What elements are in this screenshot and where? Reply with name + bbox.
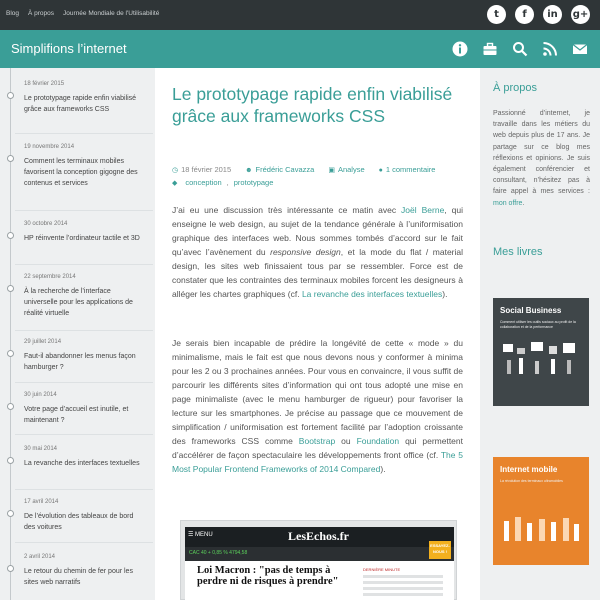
article-paragraph-2: Je serais bien incapable de prédire la longévité de cette « mode » du minimalisme, mais le fait est que nous devons nous y conformer à minima pour les 2 ou 3 prochaines années. Pour vous en convaincre, il vous suffit de parcourir les différents sites d’information qui ont tous adopté une mise en page minimaliste (avec le menu hamburger de rigueur) pour favoriser la lecture sur les smartphones. Je précise au passage que ce mouvement de simplification / uniformisation est fortement facilité par l’adoption croissante des frameworks CSS comme Bootstrap ou Foundation qui permettent d’accélérer de façon spectaculaire les développements front office (cf. The 5 Most Popular Frontend Frameworks of 2014 Compared). [172, 338, 463, 474]
top-nav-about[interactable]: À propos [28, 10, 55, 17]
screenshot-headline: Loi Macron : "pas de temps à perdre ni de risques à prendre" [197, 565, 339, 587]
clock-icon: ◷ [172, 167, 179, 174]
post-title[interactable]: De l’évolution des tableaux de bord des voitures [24, 513, 134, 531]
post-date: 17 avril 2014 [24, 499, 59, 505]
about-heading: À propos [493, 82, 538, 94]
tag-icon: ◆ [172, 179, 178, 187]
post-title[interactable]: Le retour du chemin de fer pour les sites web narratifs [24, 568, 133, 586]
link-bootstrap[interactable]: Bootstrap [298, 436, 336, 446]
top-nav-usability-day[interactable]: Journée Mondiale de l'Utilisabilité [63, 10, 160, 17]
link-frameworks-compared[interactable]: The 5 Most Popular Frontend Frameworks of 2014 Compared [172, 450, 463, 474]
timeline-dot [7, 155, 14, 162]
books-heading: Mes livres [493, 246, 543, 258]
post-date: 29 juillet 2014 [24, 339, 62, 345]
post-title[interactable]: HP réinvente l’ordinateur tactile et 3D [24, 235, 140, 242]
book-cover-art [501, 507, 583, 543]
divider [15, 210, 153, 211]
divider [15, 330, 153, 331]
timeline-dot [7, 565, 14, 572]
user-icon: ☻ [245, 167, 253, 174]
book-subtitle: La révolution des terminaux ultramobiles [500, 479, 563, 483]
timeline-dot [7, 403, 14, 410]
top-nav-blog[interactable]: Blog [6, 10, 20, 17]
divider [15, 382, 153, 383]
post-date: 30 octobre 2014 [24, 221, 68, 227]
book-subtitle: Comment utiliser les outils sociaux au profit de la collaboration et de la performance [500, 320, 576, 329]
post-date: 30 mai 2014 [24, 446, 58, 452]
screenshot-side: DERNIÈRE MINUTE [363, 567, 401, 572]
timeline-dot [7, 350, 14, 357]
book-cover-art [501, 340, 583, 376]
briefcase-icon[interactable] [482, 41, 498, 57]
tag-conception[interactable]: conception [185, 178, 222, 187]
article-comments[interactable]: 1 commentaire [385, 165, 436, 174]
tag-prototypage[interactable]: prototypage [233, 178, 274, 187]
link-mon-offre[interactable]: mon offre [493, 199, 523, 207]
link-foundation[interactable]: Foundation [356, 436, 400, 446]
post-date: 18 février 2015 [24, 81, 65, 87]
timeline-dot [7, 92, 14, 99]
twitter-icon[interactable]: t [487, 5, 506, 24]
info-icon[interactable] [452, 41, 468, 57]
google-plus-icon[interactable]: g+ [571, 5, 590, 24]
article-paragraph-1: J’ai eu une discussion très intéressante ce matin avec Joël Berne, qui enseigne le web design, au sujet de la tendance générale à l’uniformisation graphique des interfaces web. Nous sommes tombés d’accord sur le fait qu’avec l’avènement du responsive design, et la mode du flat / material design, les sites web finissaient tous par se ressembler. Force est de constater que les contraintes des terminaux mobiles forcent les designeurs à alléger les chartes graphiques (cf. La revanche des interfaces textuelles). [172, 205, 464, 299]
timeline-dot [7, 232, 14, 239]
rss-icon[interactable] [542, 41, 558, 57]
post-title[interactable]: Le prototypage rapide enfin viabilisé grâce aux frameworks CSS [24, 95, 137, 113]
divider [15, 489, 153, 490]
header-icons [452, 41, 588, 57]
post-title[interactable]: À la recherche de l’interface universelle pour les applications de réalité virtuelle [24, 288, 133, 317]
screenshot-badge: ESSAYEZ-NOUS ! [429, 541, 451, 559]
search-icon[interactable] [512, 41, 528, 57]
book-title: Internet mobile [500, 465, 558, 474]
post-title[interactable]: Faut-il abandonner les menus façon hamburger ? [24, 353, 136, 371]
article-title[interactable]: Le prototypage rapide enfin viabilisé grâce aux frameworks CSS [172, 84, 453, 126]
recent-posts-sidebar [0, 68, 155, 600]
post-title[interactable]: La revanche des interfaces textuelles [24, 460, 140, 467]
screenshot-menu: ☰ MENU [188, 532, 213, 538]
top-nav [6, 10, 159, 17]
article-date: 18 février 2015 [181, 165, 232, 174]
post-date: 2 avril 2014 [24, 554, 56, 560]
divider [15, 434, 153, 435]
site-title[interactable]: Simplifions l’internet [11, 41, 127, 56]
article-screenshot [180, 520, 457, 600]
timeline-line [10, 68, 11, 600]
post-date: 19 novembre 2014 [24, 144, 75, 150]
article [172, 68, 472, 600]
about-text: Passionné d’internet, je travaille dans les métiers du web depuis plus de 17 ans. Je partage sur ce blog mes réflexions et opinions. Je suis également conférencier et consultant, n’hésitez pas à faire appel à mes services : mon offre. [493, 110, 590, 207]
post-date: 22 septembre 2014 [24, 274, 76, 280]
article-author[interactable]: Frédéric Cavazza [255, 165, 315, 174]
facebook-icon[interactable]: f [515, 5, 534, 24]
article-category[interactable]: Analyse [337, 165, 365, 174]
linkedin-icon[interactable]: in [543, 5, 562, 24]
screenshot-logo: LesEchos.fr [288, 529, 349, 543]
social-links [487, 5, 590, 24]
divider [15, 133, 153, 134]
article-meta: ◷ 18 février 2015 ☻ Frédéric Cavazza ▣ Analyse ● 1 commentaire ◆ conception , prototypage [172, 165, 436, 187]
site-header [0, 30, 600, 68]
timeline-dot [7, 285, 14, 292]
mail-icon[interactable] [572, 41, 588, 57]
link-joel-berne[interactable]: Joël Berne [401, 205, 445, 215]
post-title[interactable]: Votre page d’accueil est inutile, et maintenant ? [24, 406, 129, 424]
folder-icon: ▣ [328, 167, 335, 174]
screenshot-cac: CAC 40 + 0,85 % 4794,58 [189, 550, 248, 556]
link-revanche-interfaces[interactable]: La revanche des interfaces textuelles [301, 289, 443, 299]
timeline-dot [7, 510, 14, 517]
divider [15, 264, 153, 265]
timeline-dot [7, 457, 14, 464]
post-date: 30 juin 2014 [24, 392, 57, 398]
post-title[interactable]: Comment les terminaux mobiles favorisent la conception gigogne des contenus et services [24, 158, 138, 187]
book-title: Social Business [500, 306, 562, 315]
top-bar [0, 0, 600, 30]
book-social-business[interactable] [493, 298, 589, 406]
comments-icon: ● [378, 167, 383, 174]
divider [15, 542, 153, 543]
right-sidebar [480, 68, 600, 600]
book-internet-mobile[interactable] [493, 457, 589, 565]
